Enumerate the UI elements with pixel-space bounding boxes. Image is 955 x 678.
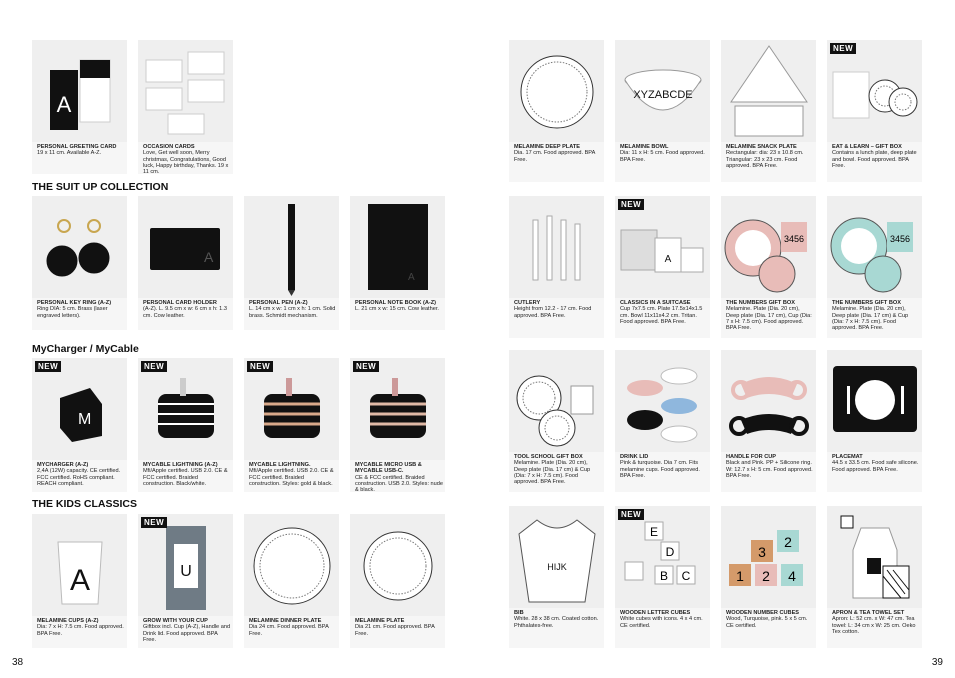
product-card[interactable] — [509, 196, 604, 338]
product-description: Dia: 11 x H: 5 cm. Food approved. BPA Free. — [620, 150, 705, 163]
product-name: APRON & TEA TOWEL SET — [832, 610, 905, 616]
product-description: Wood, Turquoise, pink. 5 x 5 cm. CE certified. — [726, 616, 808, 629]
numbers-mint-icon — [827, 196, 922, 298]
product-name: BIB — [514, 610, 524, 616]
letter-cubes-icon — [615, 506, 710, 608]
svg-text:4: 4 — [788, 568, 796, 584]
product-card[interactable] — [32, 514, 127, 648]
product-caption — [37, 618, 125, 637]
handle-icon — [721, 350, 816, 452]
product-caption — [620, 300, 708, 325]
product-caption — [514, 610, 602, 629]
product-caption — [143, 462, 231, 487]
card-holder-icon — [138, 196, 233, 298]
product-card[interactable] — [350, 196, 445, 330]
product-caption — [514, 300, 602, 319]
product-description: Mfi/Apple certified. USB 2.0. CE & FCC certified. Braided construction. Black/white. — [143, 468, 228, 487]
product-caption — [726, 454, 814, 479]
bowl-icon — [615, 40, 710, 142]
product-description: Rectangular: dia: 23 x 10.8 cm. Triangular: 23 x 23 cm. Food approved. BPA Free. — [726, 150, 804, 169]
svg-text:3456: 3456 — [889, 234, 911, 244]
product-description: Cup 7x7.5 cm. Plate 17.5x14x1.5 cm. Bowl 11x11x4.2 cm. Tritan. Food approved. BPA Free. — [620, 306, 703, 325]
product-caption — [620, 144, 708, 163]
new-badge: NEW — [141, 517, 167, 528]
product-name: PLACEMAT — [832, 454, 863, 460]
product-card[interactable] — [721, 350, 816, 492]
product-description: Love, Get well soon, Merry christmas, Congratulations, Good luck, Happy birthday, Thanks. 19 x 11 cm. — [143, 150, 229, 174]
product-description: Dia. 17 cm. Food approved. BPA Free. — [514, 150, 596, 163]
product-card[interactable] — [32, 196, 127, 330]
gift-box-icon — [827, 40, 922, 142]
product-card[interactable] — [721, 196, 816, 338]
key-ring-icon — [32, 196, 127, 298]
product-description: L. 21 cm x w: 15 cm. Cow leather. — [355, 306, 439, 313]
product-name: GROW WITH YOUR CUP — [143, 618, 208, 624]
product-description: White cubes with icons. 4 x 4 cm. CE certified. — [620, 616, 703, 629]
product-name: DRINK LID — [620, 454, 649, 460]
product-name: CUTLERY — [514, 300, 541, 306]
product-name: PERSONAL KEY RING (A-Z) — [37, 300, 112, 306]
new-badge: NEW — [830, 43, 856, 54]
product-description: Dia: 7 x H: 7.5 cm. Food approved. BPA Free. — [37, 624, 124, 637]
svg-text:XYZABCDE: XYZABCDE — [633, 89, 693, 101]
product-name: EAT & LEARN – GIFT BOX — [832, 144, 902, 150]
occasion-cards-icon — [138, 40, 233, 142]
product-name: HANDLE FOR CUP — [726, 454, 777, 460]
product-card[interactable] — [721, 40, 816, 182]
svg-text:B: B — [659, 569, 669, 583]
svg-text:E: E — [649, 525, 659, 539]
giftbox-cup-icon — [138, 514, 233, 616]
product-card[interactable] — [721, 506, 816, 648]
svg-text:A: A — [664, 254, 672, 265]
product-name: PERSONAL CARD HOLDER — [143, 300, 217, 306]
product-caption — [143, 618, 231, 643]
product-card[interactable] — [138, 358, 233, 492]
svg-text:3: 3 — [758, 544, 766, 560]
product-caption — [620, 610, 708, 629]
product-name: MELAMINE DEEP PLATE — [514, 144, 580, 150]
product-caption — [355, 618, 443, 637]
product-caption — [832, 610, 920, 635]
placemat-icon — [827, 350, 922, 452]
cup-icon — [32, 514, 127, 616]
dinner-plate-icon — [244, 514, 339, 616]
product-card[interactable] — [138, 196, 233, 330]
section-title-kids-classics: THE KIDS CLASSICS — [32, 498, 138, 510]
product-description: Melamine. Plate (Dia. 20 cm), Deep plate (Dia. 17 cm), Cup (Dia: 7 x H: 7.5 cm). Food approved. BPA Free. — [726, 306, 812, 332]
product-card[interactable] — [350, 514, 445, 648]
product-card[interactable] — [615, 350, 710, 492]
product-description: CE & FCC certified. Braided construction. USB 2.0. Styles: nude & black. — [355, 474, 443, 492]
product-caption — [726, 610, 814, 629]
greeting-card-icon — [32, 40, 127, 142]
svg-text:A: A — [56, 92, 72, 117]
product-description: Melamine. Plate (Dia. 20 cm), Deep plate (Dia. 17 cm) & Cup (Dia: 7 x H: 7.5 cm). Food approved. BPA Free. — [514, 460, 591, 486]
svg-text:A: A — [408, 272, 415, 283]
product-card[interactable] — [615, 506, 710, 648]
pen-icon — [244, 196, 339, 298]
product-description: Dia 24 cm. Food approved. BPA Free. — [249, 624, 329, 637]
product-caption — [832, 300, 920, 331]
product-name: MELAMINE BOWL — [620, 144, 669, 150]
product-description: Melamine. Plate (Dia. 20 cm), Deep plate (Dia. 17 cm) & Cup (Dia: 7 x H: 7.5 cm). Food approved. BPA Free. — [832, 306, 909, 332]
product-card[interactable] — [509, 506, 604, 648]
new-badge: NEW — [618, 199, 644, 210]
number-cubes-icon — [721, 506, 816, 608]
suitcase-icon — [615, 196, 710, 298]
cable-nude-icon — [350, 358, 445, 460]
new-badge: NEW — [35, 361, 61, 372]
product-card[interactable] — [138, 40, 233, 174]
product-card[interactable] — [350, 358, 445, 492]
product-card[interactable] — [509, 40, 604, 182]
page-number-left: 38 — [12, 657, 24, 668]
product-caption — [143, 300, 231, 319]
product-caption — [355, 462, 443, 492]
left-page — [0, 0, 470, 678]
product-name: MYCABLE MICRO USB & MYCABLE USB-C. — [355, 462, 422, 475]
product-description: 44.5 x 33.5 cm. Food safe silicone. Food approved. BPA Free. — [832, 460, 919, 473]
tool-school-icon — [509, 350, 604, 452]
svg-text:A: A — [69, 564, 91, 597]
product-card[interactable] — [32, 40, 127, 174]
numbers-pink-icon — [721, 196, 816, 298]
svg-text:2: 2 — [784, 534, 792, 550]
product-description: Dia 21 cm. Food approved. BPA Free. — [355, 624, 435, 637]
product-description: Giftbox incl. Cup (A-Z), Handle and Drink lid. Food approved. BPA Free. — [143, 624, 231, 643]
product-description: Ring DIA: 5 cm. Brass (laser engraved letters). — [37, 306, 108, 319]
product-card[interactable] — [244, 514, 339, 648]
svg-text:1: 1 — [736, 568, 744, 584]
cable-gold-icon — [244, 358, 339, 460]
product-card[interactable] — [138, 514, 233, 648]
new-badge: NEW — [247, 361, 273, 372]
apron-icon — [827, 506, 922, 608]
product-caption — [249, 618, 337, 637]
deep-plate-icon — [509, 40, 604, 142]
product-card[interactable] — [827, 350, 922, 492]
page-number-right: 39 — [931, 657, 943, 668]
product-caption — [832, 144, 920, 169]
product-card[interactable] — [827, 40, 922, 182]
drink-lid-icon — [615, 350, 710, 452]
right-page — [485, 0, 955, 678]
product-caption — [37, 144, 125, 157]
product-name: MELAMINE CUPS (A-Z) — [37, 618, 99, 624]
product-description: Black and Pink. PP + Silicone ring. W: 12.7 x H: 5 cm. Food approved. BPA Free. — [726, 460, 813, 479]
product-description: 2,4A (12W) capacity. CE certified. FCC certified. RoHS compliant. REACH compliant. — [37, 468, 121, 487]
product-name: PERSONAL GREETING CARD — [37, 144, 117, 150]
product-caption — [37, 300, 125, 319]
product-name: PERSONAL PEN (A-Z) — [249, 300, 308, 306]
product-card[interactable] — [827, 506, 922, 648]
product-card[interactable] — [509, 350, 604, 492]
product-description: Contains a lunch plate, deep plate and bowl. Food approved. BPA Free. — [832, 150, 917, 169]
product-card[interactable] — [827, 196, 922, 338]
product-card[interactable] — [244, 358, 339, 492]
product-description: L. 14 cm x w: 1 cm x h: 1 cm. Solid brass. Schmidt mechanism. — [249, 306, 336, 319]
product-card[interactable] — [615, 40, 710, 182]
svg-text:D: D — [665, 545, 675, 559]
product-caption — [726, 300, 814, 331]
notebook-icon — [350, 196, 445, 298]
svg-text:M: M — [78, 411, 92, 428]
product-caption — [249, 462, 337, 487]
new-badge: NEW — [618, 509, 644, 520]
product-description: Height from 12.2 - 17 cm. Food approved. BPA Free. — [514, 306, 592, 319]
product-description: Apron: L: 52 cm. x W: 47 cm. Tea towel: L: 34 cm x W: 25 cm. Oeko Tex cotton. — [832, 616, 916, 635]
cutlery-icon — [509, 196, 604, 298]
product-name: THE NUMBERS GIFT BOX — [832, 300, 901, 306]
product-caption — [37, 462, 125, 487]
product-card[interactable] — [32, 358, 127, 492]
product-caption — [249, 300, 337, 319]
product-description: Mfi/Apple certified. USB 2.0. CE & FCC certified. Braided construction. Styles: gold & black. — [249, 468, 334, 487]
cable-icon — [138, 358, 233, 460]
section-title-suit-up: THE SUIT UP COLLECTION — [32, 181, 169, 193]
charger-icon — [32, 358, 127, 460]
product-name: THE NUMBERS GIFT BOX — [726, 300, 795, 306]
product-name: MYCABLE LIGHTNING. — [249, 462, 311, 468]
product-card[interactable] — [244, 196, 339, 330]
product-caption — [514, 454, 602, 485]
product-card[interactable] — [615, 196, 710, 338]
product-name: MELAMINE SNACK PLATE — [726, 144, 797, 150]
product-caption — [726, 144, 814, 169]
product-description: (A-Z). L. 9.5 cm x w: 6 cm x h: 1.3 cm. Cow leather. — [143, 306, 227, 319]
product-caption — [832, 454, 920, 473]
svg-text:3456: 3456 — [783, 234, 805, 244]
product-name: MYCABLE LIGHTNING (A-Z) — [143, 462, 218, 468]
section-title-mycharger: MyCharger / MyCable — [32, 343, 139, 355]
svg-text:HIJK: HIJK — [547, 562, 567, 572]
product-caption — [620, 454, 708, 479]
plate-icon — [350, 514, 445, 616]
product-name: WOODEN NUMBER CUBES — [726, 610, 800, 616]
product-caption — [143, 144, 231, 174]
svg-text:C: C — [681, 569, 691, 583]
product-caption — [355, 300, 443, 313]
product-name: CLASSICS IN A SUITCASE — [620, 300, 691, 306]
product-name: MELAMINE DINNER PLATE — [249, 618, 322, 624]
product-name: WOODEN LETTER CUBES — [620, 610, 691, 616]
bib-icon — [509, 506, 604, 608]
product-name: TOOL SCHOOL GIFT BOX — [514, 454, 583, 460]
product-caption — [514, 144, 602, 163]
product-name: MELAMINE PLATE — [355, 618, 405, 624]
svg-text:A: A — [204, 249, 214, 265]
snack-plate-icon — [721, 40, 816, 142]
product-name: PERSONAL NOTE BOOK (A-Z) — [355, 300, 437, 306]
new-badge: NEW — [141, 361, 167, 372]
svg-text:U: U — [180, 563, 192, 580]
product-name: MYCHARGER (A-Z) — [37, 462, 89, 468]
product-description: 19 x 11 cm. Available A-Z. — [37, 150, 102, 157]
product-name: OCCASION CARDS — [143, 144, 195, 150]
svg-text:2: 2 — [762, 568, 770, 584]
new-badge: NEW — [353, 361, 379, 372]
product-description: Pink & turquoise. Dia 7 cm. Fits melamine cups. Food approved. BPA Free. — [620, 460, 700, 479]
product-description: White. 28 x 38 cm. Coated cotton. Phthalates-free. — [514, 616, 599, 629]
